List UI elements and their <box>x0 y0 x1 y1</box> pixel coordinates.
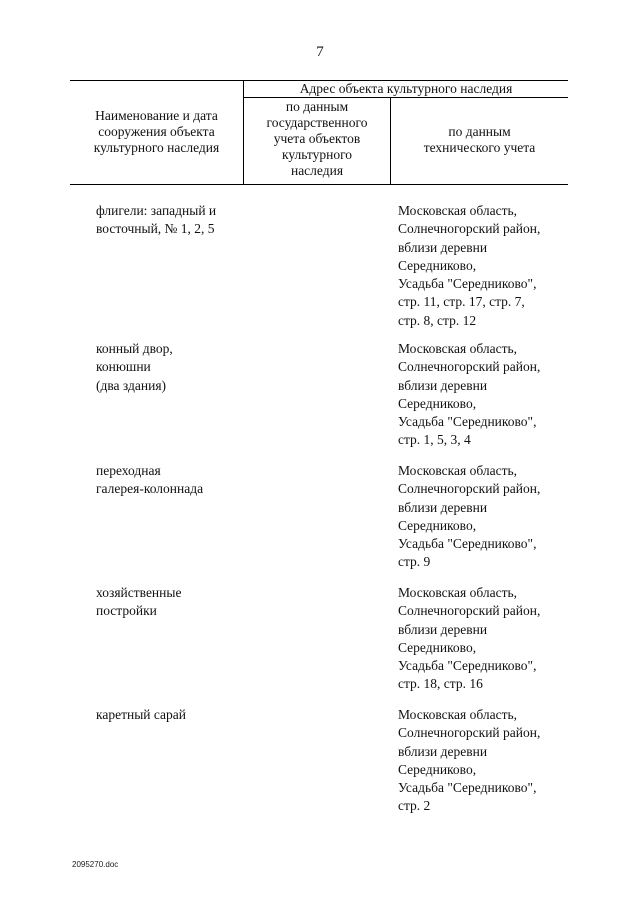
table-row-name <box>96 706 246 724</box>
table-row-address <box>398 462 598 572</box>
page-number: 7 <box>316 44 324 60</box>
row-address-line: вблизи деревни <box>398 621 488 637</box>
table-row-address <box>398 584 598 694</box>
row-name-line: (два здания) <box>96 377 167 393</box>
header-col-tech <box>391 124 568 156</box>
row-address-line: Середниково, <box>398 517 477 533</box>
row-address-line: Московская область, <box>398 203 518 218</box>
row-address-line: вблизи деревни <box>398 239 488 255</box>
row-name-line: флигели: западный и <box>96 203 217 218</box>
row-name-line: постройки <box>96 603 157 619</box>
row-address-line: Солнечногорский район, <box>398 359 541 375</box>
header-col-name <box>70 108 243 156</box>
row-address-line: Московская область, <box>398 463 518 478</box>
row-address-line: Солнечногорский район, <box>398 603 541 619</box>
header-col-state-line: культурного <box>281 147 353 162</box>
row-address-line: Московская область, <box>398 585 518 600</box>
row-name-line: каретный сарай <box>96 707 186 722</box>
header-sub-rule <box>243 97 568 98</box>
row-name-line: конный двор, <box>96 341 173 356</box>
row-name-line: галерея-колоннада <box>96 481 204 497</box>
row-address-line: Солнечногорский район, <box>398 481 541 497</box>
row-address-line: Середниково, <box>398 761 477 777</box>
header-col-state-line: государственного <box>266 115 368 130</box>
table-row-name <box>96 340 246 395</box>
row-address-line: вблизи деревни <box>398 377 488 393</box>
row-name-line: хозяйственные <box>96 585 182 600</box>
row-address-line: Усадьба "Середниково", <box>398 276 537 292</box>
row-address-line: стр. 11, стр. 17, стр. 7, <box>398 294 525 310</box>
table-row-name <box>96 584 246 621</box>
row-address-line: Солнечногорский район, <box>398 221 541 237</box>
header-col-state <box>244 99 390 179</box>
row-address-line: Усадьба "Середниково", <box>398 780 537 796</box>
header-bottom-rule <box>70 184 568 185</box>
table-row-name <box>96 462 246 499</box>
row-address-line: стр. 2 <box>398 798 431 814</box>
header-col-name-line: сооружения объекта <box>98 124 215 139</box>
row-address-line: Усадьба "Середниково", <box>398 536 537 552</box>
row-name-line: восточный, № 1, 2, 5 <box>96 221 215 237</box>
header-col-name-line: Наименование и дата <box>95 108 218 123</box>
header-col-state-line: учета объектов <box>273 131 361 146</box>
header-col-state-line: по данным <box>285 99 349 114</box>
row-address-line: вблизи деревни <box>398 499 488 515</box>
row-address-line: Середниково, <box>398 257 477 273</box>
row-address-line: Середниково, <box>398 395 477 411</box>
row-address-line: Солнечногорский район, <box>398 725 541 741</box>
row-address-line: стр. 8, стр. 12 <box>398 312 477 328</box>
row-address-line: Середниково, <box>398 639 477 655</box>
header-col-tech-line: технического учета <box>423 140 536 155</box>
row-address-line: стр. 1, 5, 3, 4 <box>398 432 471 448</box>
header-col-state-line: наследия <box>290 163 344 178</box>
row-address-line: Московская область, <box>398 341 518 356</box>
table-row-address <box>398 706 598 816</box>
table-row-address <box>398 202 598 330</box>
header-address-group: Адрес объекта культурного наследия <box>299 81 513 96</box>
table-row-name <box>96 202 246 239</box>
row-address-line: стр. 9 <box>398 554 431 570</box>
row-address-line: стр. 18, стр. 16 <box>398 676 483 692</box>
footer-filename: 2095270.doc <box>72 860 119 869</box>
row-address-line: Усадьба "Середниково", <box>398 414 537 430</box>
header-col-tech-line: по данным <box>448 124 511 139</box>
row-address-line: Московская область, <box>398 707 518 722</box>
row-address-line: вблизи деревни <box>398 743 488 759</box>
row-name-line: переходная <box>96 463 161 478</box>
header-col-name-line: культурного наследия <box>93 140 220 155</box>
table-row-address <box>398 340 598 450</box>
row-address-line: Усадьба "Середниково", <box>398 658 537 674</box>
row-name-line: конюшни <box>96 359 151 375</box>
